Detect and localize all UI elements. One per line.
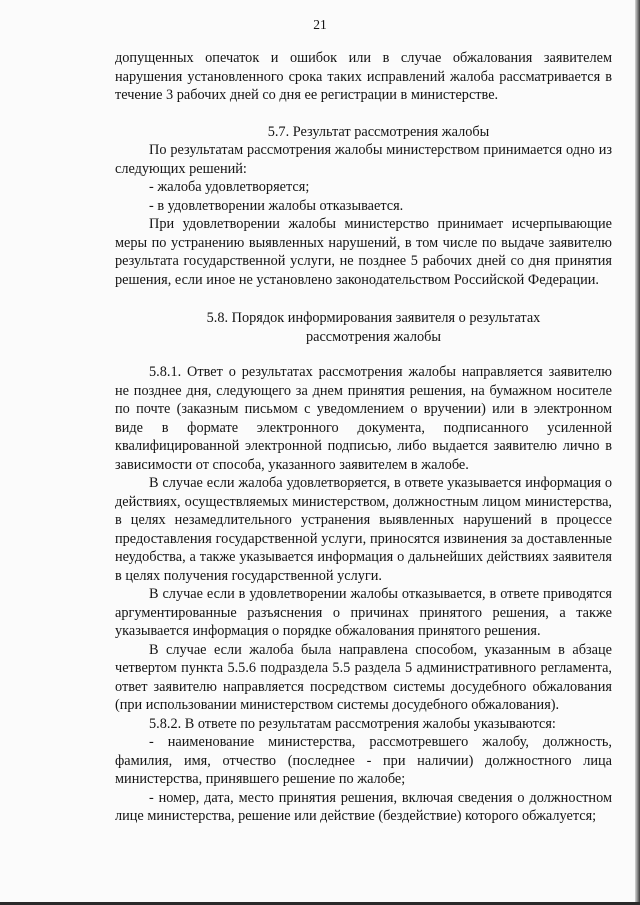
list-item-satisfied: - жалоба удовлетворяется; bbox=[149, 179, 310, 195]
document-body bbox=[115, 49, 612, 826]
paragraph-complaint-satisfied: В случае если жалоба удовлетворяется, в ответе указывается информация о действиях, осуществляемых министерством, должностным лицом министерства, в целях незамедлительного устранения выявленных нарушений в процессе предоставления государственной услуги, приносятся извинения за доставленные неудобства, а также указывается информация о дальнейших действиях заявителя в целях получения государственной услуги. bbox=[115, 475, 612, 584]
paragraph-complaint-refused: В случае если в удовлетворении жалобы отказывается, в ответе приводятся аргументированные разъяснения о причинах принятого решения, а также указывается информация о порядке обжалования принятого решения. bbox=[115, 586, 612, 639]
paragraph-response-item-2: - номер, дата, место принятия решения, включая сведения о должностном лице министерства, решение или действие (бездействие) которого обжалуется; bbox=[115, 789, 612, 824]
paragraph-pretrial-system: В случае если жалоба была направлена способом, указанным в абзаце четвертом пункта 5.5.6 подраздела 5.5 раздела 5 административного регламента, ответ заявителю направляется посредством системы досудебного обжалования (при использовании министерством системы досудебного обжалования). bbox=[115, 641, 612, 713]
paragraph-response-item-1: - наименование министерства, рассмотревшего жалобу, должность, фамилия, имя, отчество (последнее - при наличии) должностного лица министерства, принявшего решение по жалобе; bbox=[115, 734, 612, 787]
scan-edge-shadow bbox=[635, 0, 640, 905]
section-heading-5-8-line1: 5.8. Порядок информирования заявителя о результатах bbox=[206, 310, 541, 326]
paragraph-5-8-1: 5.8.1. Ответ о результатах рассмотрения жалобы направляется заявителю не позднее дня, следующего за днем принятия решения, на бумажном носителе по почте (заказным письмом с уведомлением о вручении) или в электронном виде в формате электронного документа, подписанного усиленной квалифицированной электронной подписью, либо выдается заявителю лично в зависимости от способа, указанного заявителем в жалобе. bbox=[115, 364, 612, 473]
paragraph-5-8-2: 5.8.2. В ответе по результатам рассмотрения жалобы указываются: bbox=[149, 715, 556, 732]
paragraph-decisions-intro: По результатам рассмотрения жалобы министерством принимается одно из следующих решений: bbox=[115, 142, 612, 177]
paragraph-remedy-measures: При удовлетворении жалобы министерство принимает исчерпывающие меры по устранению выявленных нарушений, в том числе по выдаче заявителю результата государственной услуги, не позднее 5 рабочих дней со дня принятия решения, если иное не установлено законодательством Российской Федерации. bbox=[115, 216, 612, 288]
paragraph-continuation: допущенных опечаток и ошибок или в случае обжалования заявителем нарушения установленного срока таких исправлений жалоба рассматривается в течение 3 рабочих дней со дня ее регистрации в министерстве. bbox=[115, 50, 612, 103]
section-heading-5-7: 5.7. Результат рассмотрения жалобы bbox=[267, 123, 490, 140]
section-heading-5-8 bbox=[115, 309, 612, 346]
page-number: 21 bbox=[313, 17, 327, 32]
section-heading-5-8-line2: рассмотрения жалобы bbox=[305, 328, 442, 345]
list-item-refused: - в удовлетворении жалобы отказывается. bbox=[149, 197, 404, 214]
